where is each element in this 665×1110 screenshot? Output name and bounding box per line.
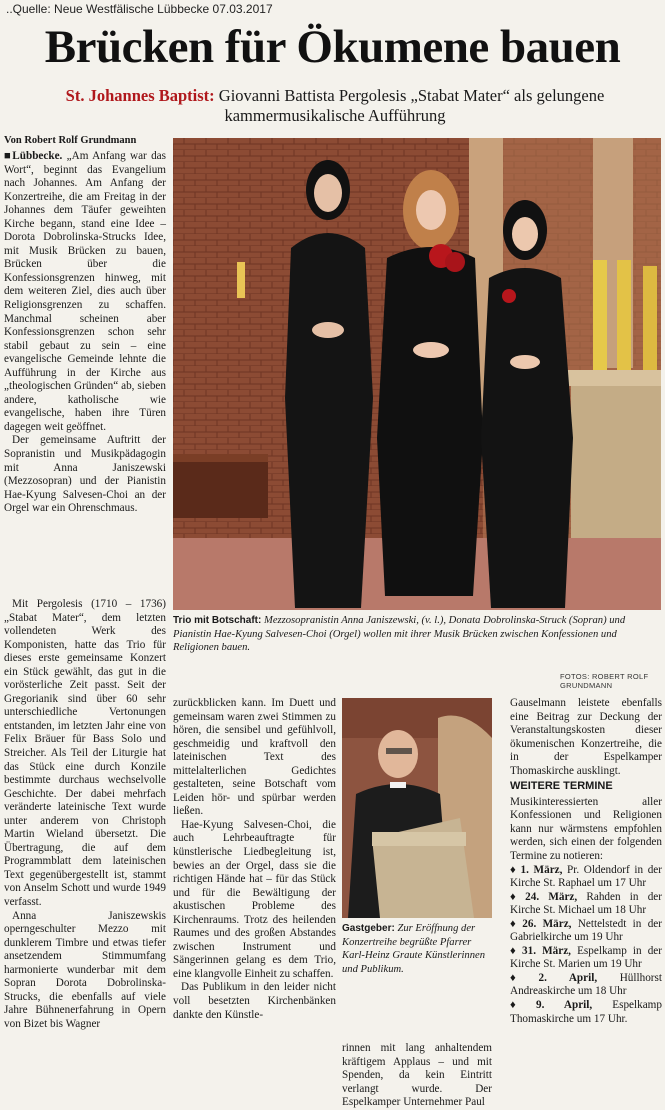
- date-label: 1. März,: [520, 863, 563, 876]
- diamond-bullet-icon: ♦: [510, 890, 523, 903]
- paragraph-9: Gauselmann leistete ebenfalls eine Beitrag zur Deckung der Veranstaltungskosten dieser ökumenischen Konzertreihe, die in der Espelkamper Thomaskirche ausklingt.: [510, 697, 662, 777]
- further-dates-list: [510, 864, 662, 1027]
- priest-photo-caption: [342, 922, 492, 976]
- further-dates-intro: Musikinteressierten aller Konfessionen und Religionen kann nur wärmstens empfohlen werden, sich einen der folgenden Termine zu notieren:: [510, 795, 662, 863]
- date-text: Espelkamp in der Kirche St. Marien um 19 Uhr: [510, 944, 662, 971]
- source-line: ..Quelle: Neue Westfälische Lübbecke 07.03.2017: [6, 2, 273, 16]
- subheadline-text: Giovanni Battista Pergolesis „Stabat Mater“ als gelungene kammermusikalische Aufführung: [214, 86, 605, 125]
- article-column-1-lower: [4, 598, 166, 1032]
- date-text: Nettelstedt in der Gabrielkirche um 19 Uhr: [510, 917, 662, 944]
- date-item: [510, 864, 662, 891]
- photo-caption-text: Mezzosopranistin Anna Janiszewski, (v. l.), Donata Dobrolinska-Struck (Sopran) und Pianistin Hae-Kyung Salvesen-Choi (Orgel) wollen mit ihrer Musik Brücken zwischen Konfessionen und Religionen bauen.: [173, 615, 626, 653]
- priest-photo: [342, 698, 492, 918]
- date-text: Hüllhorst Andreaskirche um 18 Uhr: [510, 971, 662, 998]
- diamond-bullet-icon: ♦: [510, 863, 518, 876]
- dateline: Lübbecke.: [12, 150, 63, 162]
- photo-credit: FOTOS: ROBERT ROLF GRUNDMANN: [560, 672, 649, 690]
- subheadline: [30, 86, 640, 126]
- subheadline-kicker: St. Johannes Baptist:: [65, 86, 215, 105]
- paragraph-1: [4, 150, 166, 434]
- paragraph-3: Mit Pergolesis (1710 – 1736) „Stabat Mater“, dem letzten vollendeten Werk des Komponisten, hatte das Trio für dieses erste gemeinsame Konzert ein Stück gewählt, das gut in die vorösterliche Zeit passt. Seit der Gregorianik sind über 60 sehr unterschiedliche Vertonungen entstanden, im letzten Jahr eine von Felix Bräuer für Bass Solo und Streicher. Als Teil der Liturgie hat das Stück eine durch Konzile bestimmte durchaus wechselvolle Geschichte. Der dabei mehrfach veränderte lateinische Text wurde unter anderem von Christoph Martin Wieland übersetzt. Die Übertragung, die auf dem Programmblatt dem lateinischen Text gegenübergestellt ist, stammt von Anselm Schott und wurde 1949 verfasst.: [4, 598, 166, 909]
- paragraph-8: rinnen mit lang anhaltendem kräftigem Applaus – und mit Spenden, da kein Eintritt verlangt wurde. Der Espelkamper Unternehmer Paul: [342, 1042, 492, 1109]
- date-label: 2. April,: [538, 971, 598, 984]
- paragraph-7: Das Publikum in den leider nicht voll besetzten Kirchenbänken dankte den Künstle-: [173, 981, 336, 1021]
- photo-caption-lead: Trio mit Botschaft:: [173, 615, 262, 626]
- date-label: 9. April,: [536, 999, 593, 1012]
- concert-photo: [173, 138, 661, 610]
- concert-photo-illustration: [173, 138, 661, 610]
- article-column-2: [173, 697, 336, 1022]
- square-bullet-icon: ■: [4, 150, 13, 162]
- priest-caption-lead: Gastgeber:: [342, 923, 395, 934]
- date-label: 24. März,: [525, 890, 578, 903]
- diamond-bullet-icon: ♦: [510, 917, 520, 930]
- date-text: Espelkamp Thomaskirche um 17 Uhr.: [510, 999, 662, 1025]
- byline: Von Robert Rolf Grundmann: [4, 135, 137, 146]
- diamond-bullet-icon: ♦: [510, 971, 536, 984]
- priest-caption-text: Zur Eröffnung der Konzertreihe begrüßte Pfarrer Karl-Heinz Graute Künstlerinnen und Publikum.: [342, 923, 486, 975]
- date-item: [510, 945, 662, 972]
- date-label: 31. März,: [522, 944, 571, 957]
- paragraph-4: Anna Janiszewskis operngeschulter Mezzo mit dunklerem Timbre und etwas tiefer ansetzendem Stimmumfang harmonierte wunderbar mit dem Sopran Dorota Dobrolinska-Strucks, die ebenfalls auf viele Jahre Bühnenerfahrung in Opern von Bizet bis Wagner: [4, 909, 166, 1030]
- date-label: 26. März,: [522, 917, 572, 930]
- paragraph-1-text: „Am Anfang war das Wort“, beginnt das Evangelium nach Johannes. Am Anfang der Konzertreihe, die am Freitag in der Johannes dem Täufer geweihten Kirche begann, stand eine Idee – Dorota Dobrolinska-Strucks Idee, mit Musik Brücken zu bauen, Brücken über die Konfessionsgrenzen hinweg, mit dem weiteren Ziel, dies auch über Religionsgrenzen zu schaffen. Manchmal scheinen aber Konfessionsgrenzen schon sehr stabil gebaut zu sein – eine evangelische Gemeinde lehnte die Aufführung in der Kirche aus „theologischen Gründen“ ab, sieben andere, katholische wie evangelische, haben ihre Türen dagegen weit geöffnet.: [4, 150, 166, 433]
- priest-photo-illustration: [342, 698, 492, 918]
- paragraph-5: zurückblicken kann. Im Duett und gemeinsam waren zwei Stimmen zu hören, die sensibel und gefühlvoll, geschmeidig und kraftvoll den lateinischen Text des mittelalterlichen Gedichtes gestalteten, seine Botschaft vom Leiden hör- und spürbar werden ließen.: [173, 697, 336, 818]
- diamond-bullet-icon: ♦: [510, 999, 534, 1012]
- date-item: [510, 999, 662, 1026]
- date-item: [510, 891, 662, 918]
- further-dates-heading: WEITERE TERMINE: [510, 780, 613, 793]
- article-column-4: [510, 697, 662, 1026]
- headline: Brücken für Ökumene bauen: [44, 21, 621, 73]
- date-text: Rahden in der Kirche St. Michael um 18 Uhr: [510, 890, 662, 917]
- article-column-3: [342, 1042, 492, 1110]
- photo-caption: [173, 614, 661, 655]
- date-item: [510, 972, 662, 999]
- paragraph-6: Hae-Kyung Salvesen-Choi, die auch Lehrbeauftragte für künstlerische Liedbegleitung ist, bewies an der Orgel, dass sie die richtigen Hände hat – für das Stück und für die Bewältigung der akustischen Probleme des Kirchenraums. Trotz des heilenden Raumes und des großen Abstandes zwischen Instrument und Sängerinnen gelang es dem Trio, eine klangvolle Einheit zu schaffen.: [173, 818, 336, 980]
- date-item: [510, 918, 662, 945]
- date-text: Pr. Oldendorf in der Kirche St. Raphael um 17 Uhr: [510, 863, 662, 890]
- paragraph-2: Der gemeinsame Auftritt der Sopranistin und Musikpädagogin mit Anna Janiszewski (Mezzosopran) und der Pianistin Hae-Kyung Salvesen-Choi an der Orgel war ein Ohrenschmaus.: [4, 434, 166, 515]
- article-column-1: [4, 150, 166, 516]
- diamond-bullet-icon: ♦: [510, 944, 520, 957]
